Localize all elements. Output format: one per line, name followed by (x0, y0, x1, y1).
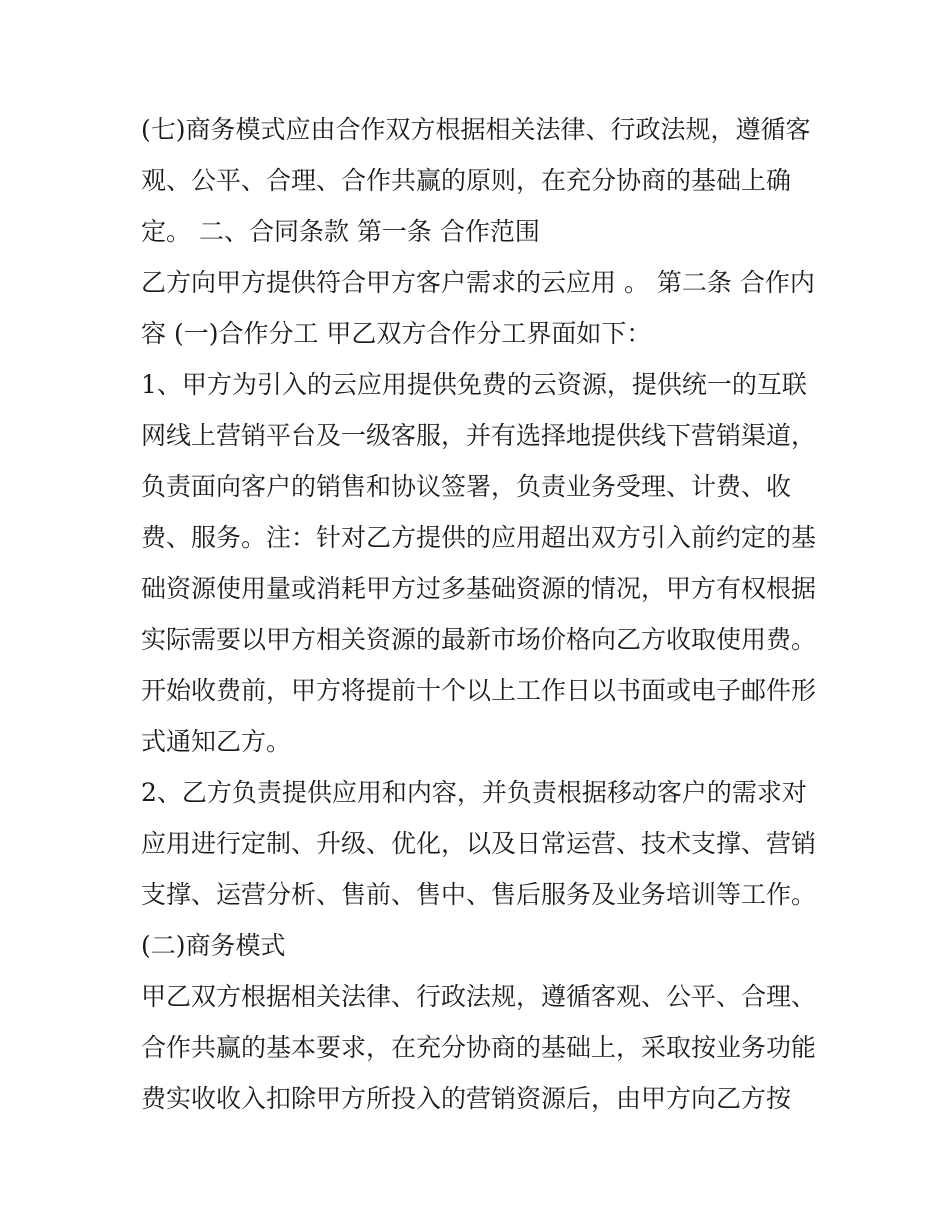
text-line: 费、服务。注：针对乙方提供的应用超出双方引入前约定的基 (141, 523, 817, 552)
text-line: (七)商务模式应由合作双方根据相关法律、行政法规，遵循客 (141, 115, 811, 144)
text-line: 支撑、运营分析、售前、售中、售后服务及业务培训等工作。 (141, 880, 817, 909)
text-line: 实际需要以甲方相关资源的最新市场价格向乙方收取使用费。 (141, 625, 817, 654)
text-line: 观、公平、合理、合作共赢的原则，在充分协商的基础上确 (141, 166, 792, 195)
text-line: 费实收收入扣除甲方所投入的营销资源后，由甲方向乙方按 (141, 1084, 792, 1113)
text-line: 定。 二、合同条款 第一条 合作范围 (141, 217, 540, 246)
text-line: 容 (一)合作分工 甲乙双方合作分工界面如下： (141, 319, 652, 348)
text-line: 应用进行定制、升级、优化，以及日常运营、技术支撑、营销 (141, 829, 817, 858)
text-line: 式通知乙方。 (141, 727, 292, 756)
text-line: 甲乙双方根据相关法律、行政法规，遵循客观、公平、合理、 (141, 982, 817, 1011)
text-line: 1、甲方为引入的云应用提供免费的云资源，提供统一的互联 (141, 370, 807, 399)
text-line: 合作共赢的基本要求，在充分协商的基础上，采取按业务功能 (141, 1033, 817, 1062)
text-line: 2、乙方负责提供应用和内容，并负责根据移动客户的需求对 (141, 778, 807, 807)
text-line: 乙方向甲方提供符合甲方客户需求的云应用 。 第二条 合作内 (141, 268, 815, 297)
text-line: 础资源使用量或消耗甲方过多基础资源的情况，甲方有权根据 (141, 574, 817, 603)
text-line: (二)商务模式 (141, 931, 286, 960)
text-line: 开始收费前，甲方将提前十个以上工作日以书面或电子邮件形 (141, 676, 817, 705)
text-line: 网线上营销平台及一级客服，并有选择地提供线下营销渠道， (141, 421, 817, 450)
text-line: 负责面向客户的销售和协议签署，负责业务受理、计费、收 (141, 472, 792, 501)
